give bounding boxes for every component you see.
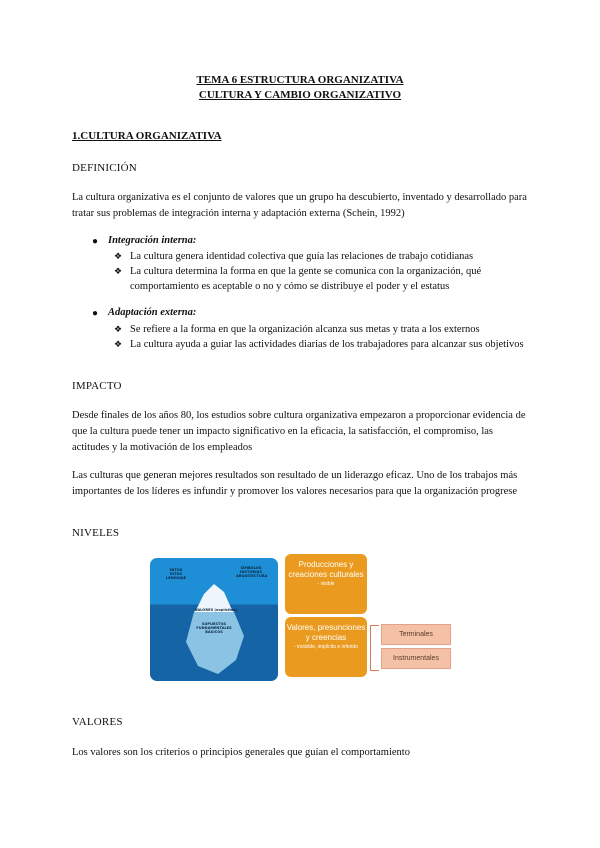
iceberg-assumptions-labels: SUPUESTOS FUNDAMENTALES BÁSICOS [196, 622, 232, 634]
bullet-dot-icon: ● [92, 308, 99, 319]
diamond-bullet-icon: ❖ [114, 266, 123, 276]
impacto-paragraph-2: Las culturas que generan mejores resultados son resultado de un liderazgo eficaz. Uno de los trabajos más importantes de los líderes es infundir y promover los valores necesarios para que la organización progrese [72, 470, 518, 497]
integracion-bullet [92, 236, 98, 247]
culture-levels-figure [148, 551, 452, 685]
integracion-item-1: ❖ La cultura genera identidad colectiva que guía las relaciones de trabajo cotidianas [114, 251, 474, 262]
section-heading: 1.CULTURA ORGANIZATIVA [72, 130, 222, 142]
productions-box: Producciones y creaciones culturales - visible [285, 554, 367, 614]
diamond-bullet-icon: ❖ [114, 339, 123, 349]
adaptacion-item-1: ❖ Se refiere a la forma en que la organización alcanza sus metas y trata a los externos [114, 324, 480, 335]
iceberg-image [150, 558, 278, 681]
iceberg-top-right-labels: SÍMBOLOS HISTORIAS ARQUITECTURA [236, 566, 268, 578]
integracion-item-2: ❖ La cultura determina la forma en que la gente se comunica con la organización, qué comportamiento es aceptable o no y cómo se distribuye el poder y el estatus [114, 266, 482, 292]
valores-heading: VALORES [72, 716, 123, 728]
impacto-paragraph-1: Desde finales de los años 80, los estudios sobre cultura organizativa empezaron a proporcionar evidencia de que la cultura puede tener un impacto significativo en la eficacia, la satisfacción, el compromiso, las actitudes y la motivación de los empleados [72, 410, 526, 453]
definicion-text: La cultura organizativa es el conjunto de valores que un grupo ha descubierto, inventado y desarrollado para tratar sus problemas de integración interna y adaptación externa (Schein, 1992) [72, 192, 527, 219]
definicion-heading: DEFINICIÓN [72, 162, 137, 174]
valores-text: Los valores son los criterios o principios generales que guían el comportamiento [72, 747, 410, 758]
iceberg-values-label: VALORES (explícitos) [194, 608, 238, 612]
bullet-dot-icon: ● [92, 236, 99, 247]
values-bracket [370, 625, 379, 671]
title-line-2: CULTURA Y CAMBIO ORGANIZATIVO [198, 89, 402, 101]
adaptacion-item-2: ❖ La cultura ayuda a guiar las actividades diarias de los trabajadores para alcanzar sus objetivos [114, 339, 524, 350]
values-box: Valores, presunciones y creencias - invisible, implícito e inferido [285, 617, 367, 677]
adaptacion-label: Adaptación externa: [108, 307, 197, 318]
diamond-bullet-icon: ❖ [114, 324, 123, 334]
adaptacion-bullet [92, 308, 98, 319]
impacto-heading: IMPACTO [72, 380, 122, 392]
iceberg-top-left-labels: MITOS RITOS LENGUAJE [165, 568, 187, 580]
niveles-heading: NIVELES [72, 527, 120, 539]
diamond-bullet-icon: ❖ [114, 251, 123, 261]
integracion-label: Integración interna: [108, 235, 197, 246]
terminales-box: Terminales [381, 624, 451, 645]
instrumentales-box: Instrumentales [381, 648, 451, 669]
title-line-1: TEMA 6 ESTRUCTURA ORGANIZATIVA [196, 74, 404, 86]
